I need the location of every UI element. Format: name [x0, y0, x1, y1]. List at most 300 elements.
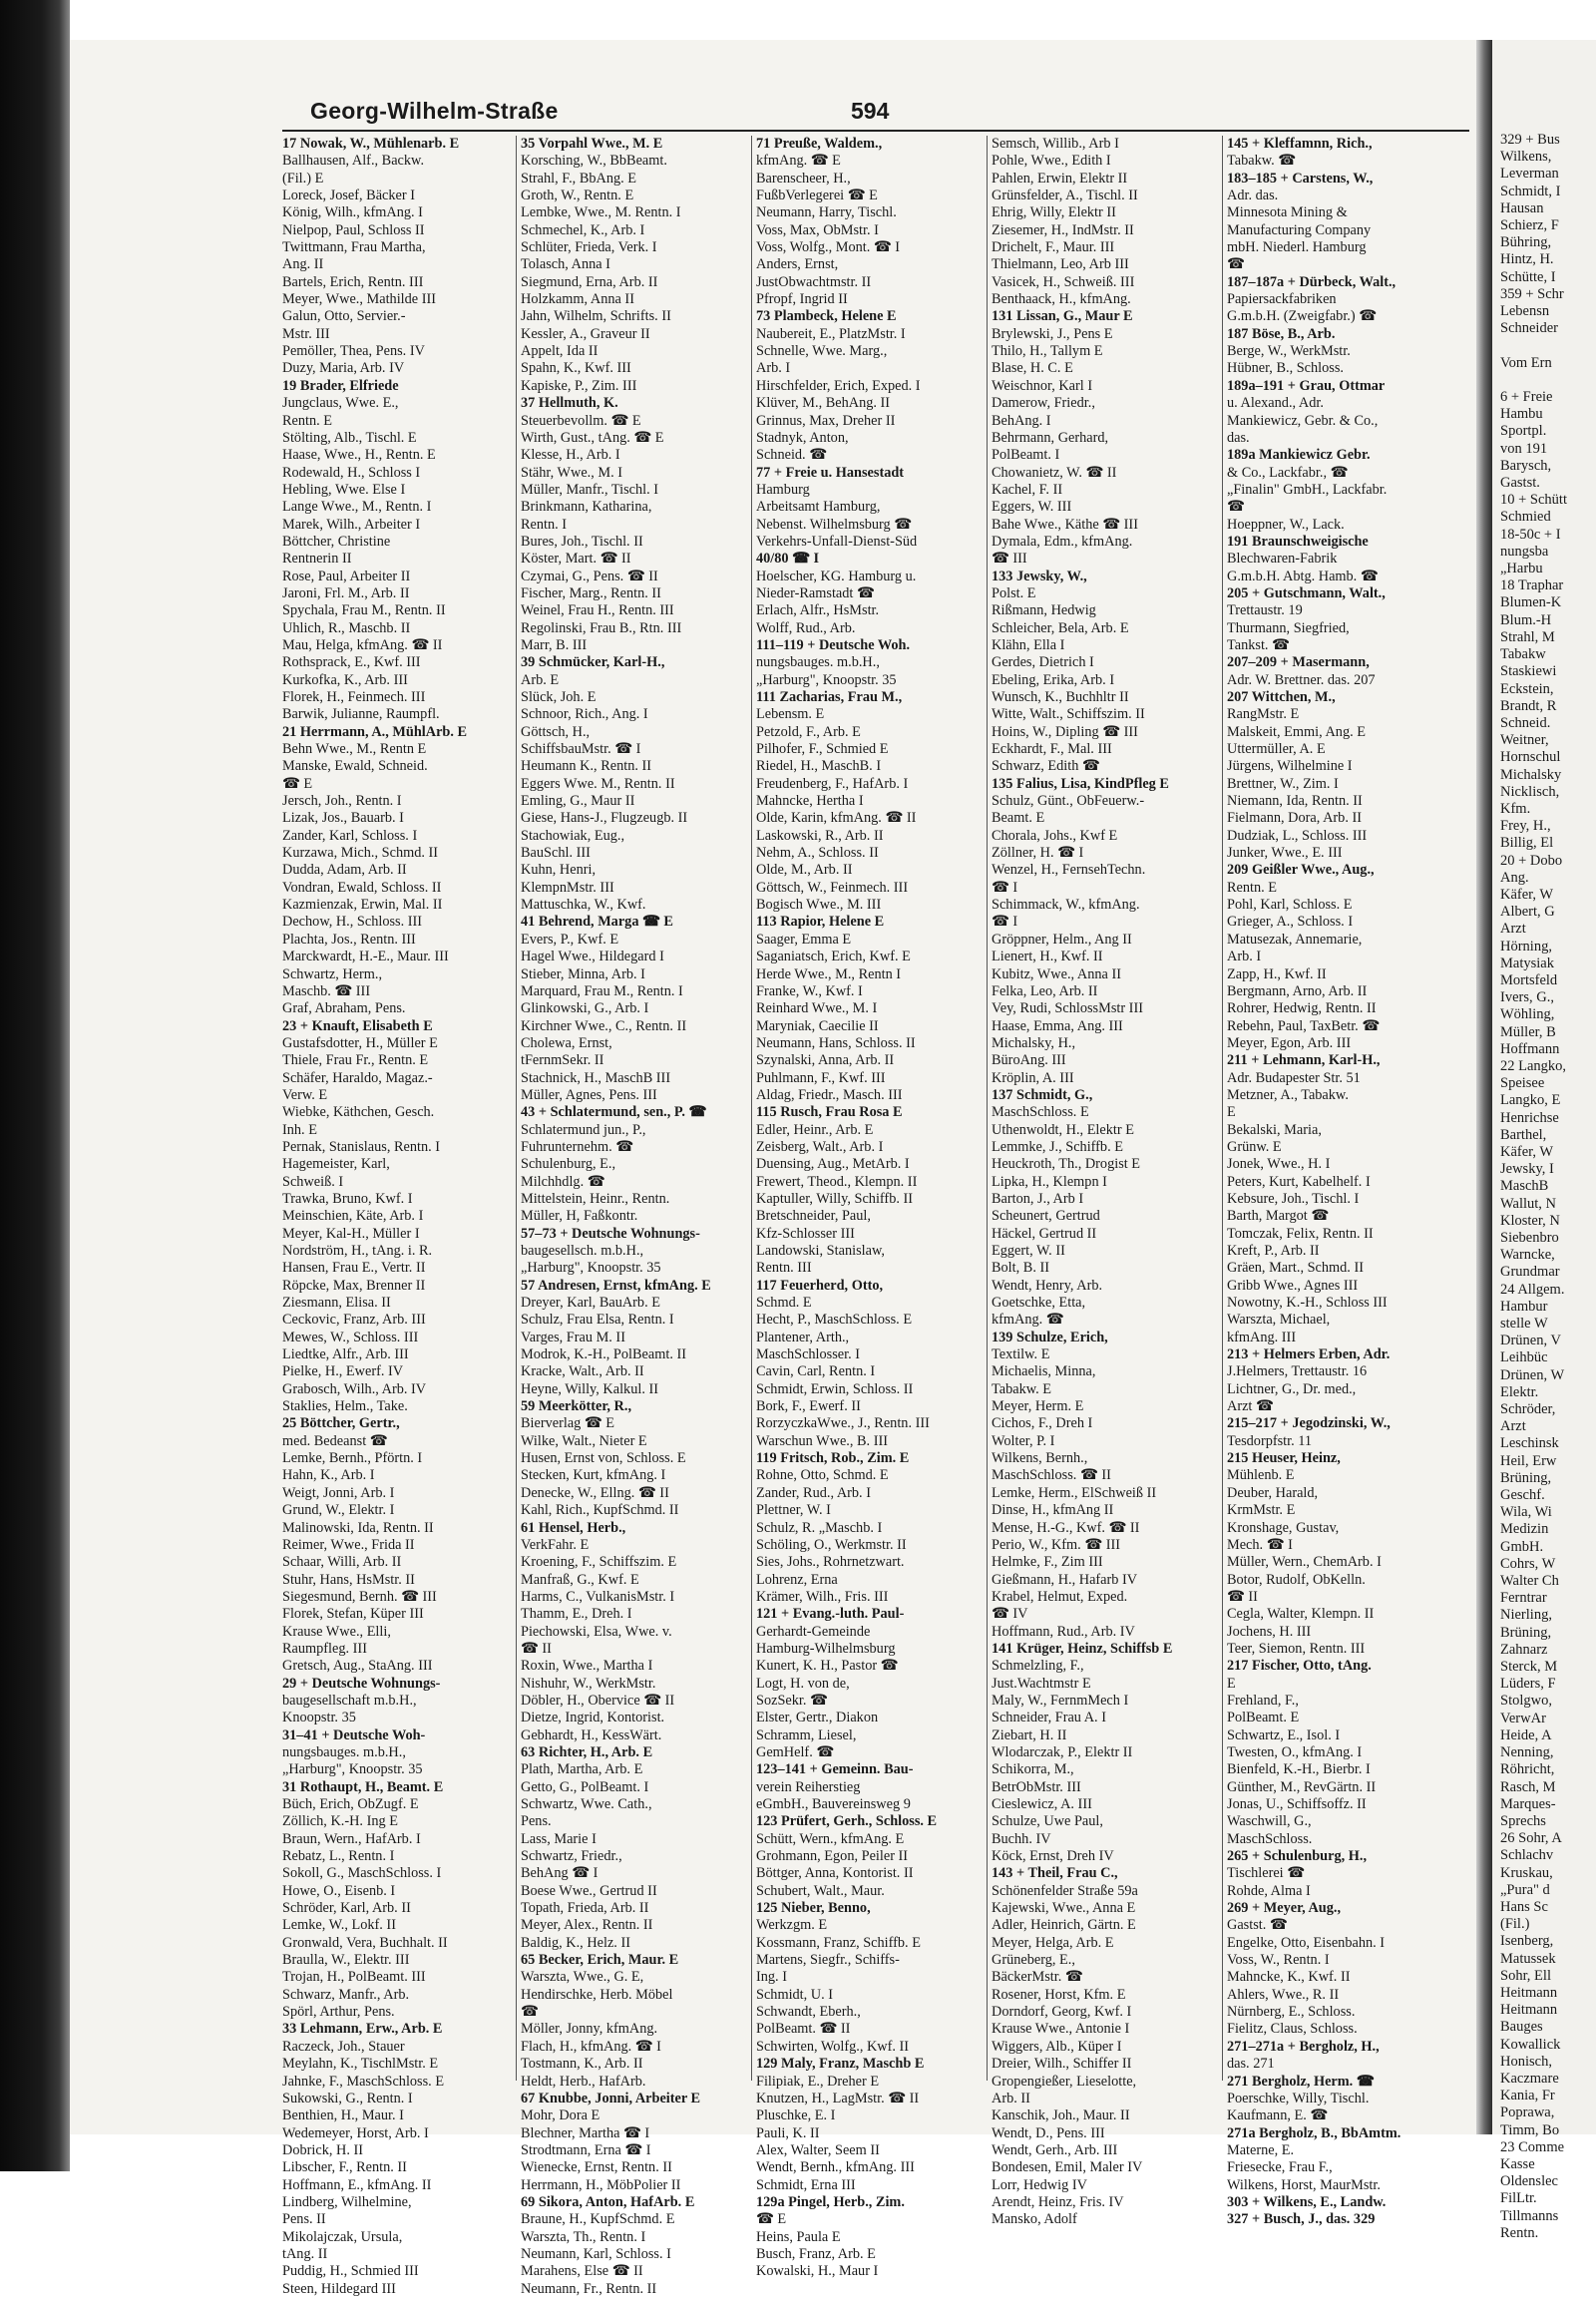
directory-entry-line: Schikorra, M.,	[992, 1761, 1074, 1778]
adjacent-page-line: MaschB	[1500, 1178, 1549, 1195]
adjacent-page-line: Hintz, H.	[1500, 251, 1554, 268]
directory-entry-line: Michaelis, Minna,	[992, 1363, 1096, 1380]
directory-entry-line: Hamburg-Wilhelmsburg	[756, 1640, 896, 1657]
directory-entry-line: Beamt. E	[992, 810, 1045, 827]
directory-entry-line: Bretschneider, Paul,	[756, 1208, 871, 1225]
directory-entry-line: 121 + Evang.-luth. Paul-	[756, 1606, 905, 1623]
adjacent-page-line: Langko, E	[1500, 1092, 1561, 1109]
directory-entry-line: 207 Wittchen, M.,	[1227, 689, 1336, 705]
directory-entry-line: Göttsch, W., Feinmech. III	[756, 879, 909, 896]
directory-entry-line: RorzyczkaWwe., J., Rentn. III	[756, 1415, 930, 1432]
adjacent-page-line: Ivers, G.,	[1500, 989, 1554, 1006]
directory-entry-line: BehAng ☎ I	[521, 1865, 598, 1882]
adjacent-page-line: Marques-	[1500, 1795, 1556, 1812]
directory-entry-line: Elster, Gertr., Diakon	[756, 1710, 879, 1726]
directory-entry-line: Gribb Wwe., Agnes III	[1227, 1277, 1359, 1294]
adjacent-page-line: Sportpl.	[1500, 423, 1547, 440]
adjacent-page-line: Schierz, F	[1500, 217, 1559, 234]
directory-entry-line: MaschSchloss. ☎ II	[992, 1467, 1111, 1484]
directory-entry-line: 57 Andresen, Ernst, kfmAng. E	[521, 1277, 711, 1294]
directory-entry-line: Rebatz, L., Rentn. I	[282, 1848, 395, 1865]
directory-entry-line: Mittelstein, Heinr., Rentn.	[521, 1190, 670, 1207]
directory-entry-line: Textilw. E	[992, 1346, 1050, 1363]
directory-entry-line: „Harburg", Knoopstr. 35	[756, 671, 897, 688]
directory-entry-line: Kirchner Wwe., C., Rentn. II	[521, 1017, 687, 1034]
adjacent-page-line: Barysch,	[1500, 457, 1552, 474]
directory-entry-line: Ang. II	[282, 256, 324, 273]
directory-entry-line: Maschb. ☎ III	[282, 982, 371, 999]
book-binding-shadow	[0, 0, 70, 2171]
header-rule	[282, 130, 1469, 132]
adjacent-page-line: Staskiewi	[1500, 663, 1557, 680]
directory-entry-line: Voss, Max, ObMstr. I	[756, 221, 879, 238]
directory-entry-line: Grünsfelder, A., Tischl. II	[992, 188, 1138, 204]
directory-entry-line: 271–271a + Bergholz, H.,	[1227, 2038, 1380, 2055]
directory-entry-line: Manufacturing Company	[1227, 221, 1372, 238]
page-number: 594	[851, 98, 890, 124]
directory-entry-line: Tostmann, K., Arb. II	[521, 2056, 643, 2073]
directory-entry-line: Petzold, F., Arb. E	[756, 723, 861, 740]
directory-entry-line: MaschSchloss.	[1227, 1830, 1313, 1847]
directory-entry-line: Schweiß. I	[282, 1173, 344, 1190]
directory-entry-line: Wilke, Walt., Nieter E	[521, 1432, 647, 1449]
directory-entry-line: Arb. E	[521, 671, 560, 688]
directory-entry-line: Slück, Joh. E	[521, 689, 597, 705]
directory-entry-line: Korsching, W., BbBeamt.	[521, 153, 667, 170]
directory-entry-line: Materne, E.	[1227, 2141, 1295, 2158]
directory-entry-line: 77 + Freie u. Hansestadt	[756, 464, 905, 481]
directory-entry-line: Duensing, Aug., MetArb. I	[756, 1156, 910, 1173]
directory-entry-line: Manfraß, G., Kwf. E	[521, 1571, 639, 1588]
adjacent-page-line: Brüning,	[1500, 1624, 1552, 1641]
directory-entry-line: Tolasch, Anna I	[521, 256, 610, 273]
directory-entry-line: 111–119 + Deutsche Woh.	[756, 636, 911, 653]
directory-entry-line: Döbler, H., Obervice ☎ II	[521, 1692, 675, 1709]
directory-column-5	[1222, 136, 1434, 2228]
directory-entry-line: Szynalski, Anna, Arb. II	[756, 1052, 895, 1069]
directory-entry-line: Köck, Ernst, Dreh IV	[992, 1848, 1114, 1865]
directory-entry-line: Schulenburg, E.,	[521, 1156, 616, 1173]
directory-entry-line: 265 + Schulenburg, H.,	[1227, 1848, 1368, 1865]
adjacent-page-line: Kania, Fr	[1500, 2088, 1555, 2105]
directory-entry-line: Rodewald, H., Schloss I	[282, 464, 421, 481]
directory-entry-line: tAng. II	[282, 2245, 328, 2262]
directory-entry-line: Hagemeister, Karl,	[282, 1156, 390, 1173]
directory-entry-line: (Fil.) E	[282, 170, 324, 187]
directory-entry-line: Czymai, G., Pens. ☎ II	[521, 568, 658, 584]
adjacent-page-line: Kloster, N	[1500, 1212, 1560, 1229]
directory-entry-line: 31 Rothaupt, H., Beamt. E	[282, 1778, 444, 1795]
directory-entry-line: 209 Geißler Wwe., Aug.,	[1227, 862, 1375, 879]
directory-entry-line: Ebeling, Erika, Arb. I	[992, 671, 1115, 688]
directory-entry-line: Grünw. E	[1227, 1138, 1282, 1155]
directory-entry-line: Bierverlag ☎ E	[521, 1415, 615, 1432]
directory-entry-line: Schleicher, Bela, Arb. E	[992, 619, 1129, 636]
directory-entry-line: Pauli, K. II	[756, 2124, 820, 2141]
adjacent-page-line: Henrichse	[1500, 1109, 1559, 1126]
adjacent-page-line: Barthel,	[1500, 1126, 1547, 1143]
directory-entry-line: 139 Schulze, Erich,	[992, 1329, 1108, 1345]
directory-entry-line: Maly, W., FernmMech I	[992, 1692, 1129, 1709]
directory-entry-line: Haase, Wwe., H., Rentn. E	[282, 447, 436, 464]
directory-entry-line: Grinnus, Max, Dreher II	[756, 412, 896, 429]
adjacent-page-fragment	[1492, 40, 1596, 2241]
directory-entry-line: Hoins, W., Dipling ☎ III	[992, 723, 1138, 740]
directory-entry-line: Zöllner, H. ☎ I	[992, 845, 1084, 862]
directory-entry-line: Jonas, U., Schiffsoffz. II	[1227, 1796, 1367, 1812]
directory-entry-line: Müller, H, Faßkontr.	[521, 1208, 638, 1225]
directory-entry-line: Waschwill, G.,	[1227, 1813, 1312, 1830]
directory-entry-line: Olde, M., Arb. II	[756, 862, 853, 879]
adjacent-page-line: Drünen, V	[1500, 1333, 1561, 1349]
directory-entry-line: Pielke, H., Ewerf. IV	[282, 1363, 404, 1380]
directory-entry-line: Pfropf, Ingrid II	[756, 291, 848, 308]
adjacent-page-line: 18 Traphar	[1500, 577, 1564, 594]
directory-entry-line: Thurmann, Siegfried,	[1227, 619, 1350, 636]
directory-entry-line: Schmidt, Erna III	[756, 2176, 856, 2193]
directory-entry-line: Ahlers, Wwe., R. II	[1227, 1986, 1340, 2003]
directory-entry-line: Jahn, Wilhelm, Schrifts. II	[521, 308, 671, 325]
directory-entry-line: Landowski, Stanislaw,	[756, 1243, 885, 1259]
adjacent-page-line: 6 + Freie	[1500, 389, 1553, 406]
directory-entry-line: Schubert, Walt., Maur.	[756, 1882, 885, 1899]
directory-entry-line: Kossmann, Franz, Schiffb. E	[756, 1934, 921, 1951]
directory-entry-line: Cieslewicz, A. III	[992, 1796, 1092, 1812]
adjacent-page-line	[1492, 337, 1567, 354]
directory-entry-line: Hirschfelder, Erich, Exped. I	[756, 377, 921, 394]
directory-entry-line: Neumann, Karl, Schloss. I	[521, 2245, 671, 2262]
directory-entry-line: Hansen, Frau E., Vertr. II	[282, 1260, 426, 1277]
directory-entry-line: Sokoll, G., MaschSchloss. I	[282, 1865, 442, 1882]
directory-entry-line: Steuerbevollm. ☎ E	[521, 412, 641, 429]
directory-entry-line: Schulz, Günt., ObFeuerw.-	[992, 793, 1145, 810]
directory-entry-line: Wienecke, Ernst, Rentn. II	[521, 2159, 672, 2176]
directory-entry-line: Getto, G., PolBeamt. I	[521, 1778, 649, 1795]
directory-entry-line: Malskeit, Emmi, Ang. E	[1227, 723, 1366, 740]
directory-entry-line: Matusezak, Annemarie,	[1227, 931, 1363, 948]
directory-entry-line: König, Wilh., kfmAng. I	[282, 204, 423, 221]
directory-entry-line: Rose, Paul, Arbeiter II	[282, 568, 411, 584]
directory-entry-line: Regolinski, Frau B., Rtn. III	[521, 619, 682, 636]
directory-entry-line: Bures, Joh., Tischl. II	[521, 533, 643, 550]
directory-entry-line: Behn Wwe., M., Rentn E	[282, 741, 427, 758]
directory-entry-line: Pohle, Wwe., Edith I	[992, 153, 1111, 170]
adjacent-page-line: Schlachv	[1500, 1847, 1554, 1864]
directory-entry-line: Göttsch, H.,	[521, 723, 591, 740]
directory-entry-line: Thamm, E., Dreh. I	[521, 1606, 632, 1623]
adjacent-page-lines	[1492, 132, 1567, 2242]
adjacent-page-line: VerwAr	[1500, 1710, 1546, 1726]
directory-entry-line: Arzt ☎	[1227, 1398, 1274, 1415]
directory-entry-line: Florek, H., Feinmech. III	[282, 689, 426, 705]
directory-entry-line: Köster, Mart. ☎ II	[521, 551, 631, 568]
directory-entry-line: Dreier, Wilh., Schiffer II	[992, 2056, 1132, 2073]
adjacent-page-line: Poprawa,	[1500, 2105, 1555, 2121]
directory-entry-line: Schwartz, Herm.,	[282, 965, 383, 982]
directory-entry-line: mbH. Niederl. Hamburg	[1227, 239, 1367, 256]
directory-entry-line: RangMstr. E	[1227, 706, 1300, 723]
adjacent-page-line: Kasse	[1500, 2155, 1535, 2172]
directory-entry-line: Lindberg, Wilhelmine,	[282, 2193, 412, 2210]
directory-entry-line: 303 + Wilkens, E., Landw.	[1227, 2193, 1387, 2210]
page-gutter	[1476, 40, 1492, 2134]
directory-entry-line: Plachta, Jos., Rentn. III	[282, 931, 416, 948]
directory-entry-line: kfmAng. III	[1227, 1329, 1297, 1345]
directory-entry-line: 69 Sikora, Anton, HafArb. E	[521, 2193, 695, 2210]
directory-entry-line: Fielmann, Dora, Arb. II	[1227, 810, 1362, 827]
directory-entry-line: Verkehrs-Unfall-Dienst-Süd	[756, 533, 918, 550]
directory-entry-line: Barton, J., Arb I	[992, 1190, 1084, 1207]
directory-entry-line: Warszta, Michael,	[1227, 1312, 1331, 1329]
directory-entry-line: Braulla, W., Elektr. III	[282, 1952, 410, 1969]
directory-entry-line: ☎	[1227, 256, 1245, 273]
directory-entry-line: Inh. E	[282, 1121, 317, 1138]
directory-entry-line: 133 Jewsky, W.,	[992, 568, 1087, 584]
directory-entry-line: Stuhr, Hans, HsMstr. II	[282, 1571, 415, 1588]
directory-entry-line: Pens. II	[282, 2211, 326, 2228]
directory-entry-line: Mewes, W., Schloss. III	[282, 1329, 419, 1345]
directory-entry-line: ☎ E	[756, 2211, 787, 2228]
directory-entry-line: 129 Maly, Franz, Maschb E	[756, 2056, 925, 2073]
directory-entry-line: Piechowski, Elsa, Wwe. v.	[521, 1623, 672, 1640]
directory-entry-line: Teer, Siemon, Rentn. III	[1227, 1640, 1366, 1657]
directory-entry-line: Damerow, Friedr.,	[992, 395, 1095, 412]
directory-entry-line: 131 Lissan, G., Maur E	[992, 308, 1133, 325]
directory-entry-line: Eckhardt, F., Mal. III	[992, 741, 1112, 758]
adjacent-page-line: Müller, B	[1500, 1023, 1556, 1040]
directory-entry-line: Gerhardt-Gemeinde	[756, 1623, 871, 1640]
directory-entry-line: Mohr, Dora E	[521, 2107, 600, 2124]
directory-entry-line: Nordström, H., tAng. i. R.	[282, 1243, 433, 1259]
directory-entry-line: Papiersackfabriken	[1227, 291, 1337, 308]
directory-entry-line: Kroening, F., Schiffszim. E	[521, 1554, 677, 1571]
directory-entry-line: Schulz, Frau Elsa, Rentn. I	[521, 1312, 674, 1329]
directory-entry-line: Blase, H. C. E	[992, 360, 1073, 377]
adjacent-page-line: „Pura" d	[1500, 1881, 1550, 1898]
directory-entry-line: Kajewski, Wwe., Anna E	[992, 1900, 1136, 1917]
adjacent-page-line: Gastst.	[1500, 475, 1540, 492]
directory-entry-line: Stähr, Wwe., M. I	[521, 464, 623, 481]
directory-entry-line: FußbVerlegerei ☎ E	[756, 188, 878, 204]
directory-entry-line: Neumann, Hans, Schloss. II	[756, 1034, 916, 1051]
directory-entry-line: Möller, Jonny, kfmAng.	[521, 2021, 658, 2038]
directory-entry-line: Metzner, A., Tabakw.	[1227, 1086, 1349, 1103]
directory-entry-line: Bahe Wwe., Käthe ☎ III	[992, 516, 1138, 533]
directory-entry-line: u. Alexand., Adr.	[1227, 395, 1324, 412]
directory-entry-line: Wilkens, Bernh.,	[992, 1450, 1088, 1467]
directory-entry-line: Weigt, Jonni, Arb. I	[282, 1484, 395, 1501]
directory-entry-line: Cavin, Carl, Rentn. I	[756, 1363, 876, 1380]
directory-entry-line: Böttcher, Christine	[282, 533, 391, 550]
directory-entry-line: Zöllich, K.-H. Ing E	[282, 1813, 398, 1830]
directory-entry-line: Michalsky, H.,	[992, 1034, 1076, 1051]
directory-entry-line: G.m.b.H. (Zweigfabr.) ☎	[1227, 308, 1378, 325]
directory-entry-line: Kahl, Rich., KupfSchmd. II	[521, 1502, 679, 1519]
directory-entry-line: ☎ IV	[992, 1606, 1028, 1623]
directory-entry-line: eGmbH., Bauvereinsweg 9	[756, 1796, 911, 1812]
directory-entry-line: Reinhard Wwe., M. I	[756, 1000, 878, 1017]
directory-entry-line: Schaar, Willi, Arb. II	[282, 1554, 402, 1571]
directory-entry-line: 125 Nieber, Benno,	[756, 1900, 871, 1917]
directory-entry-line: Lipka, H., Klempn I	[992, 1173, 1107, 1190]
directory-entry-line: Lange Wwe., M., Rentn. I	[282, 499, 432, 516]
directory-entry-line: Saager, Emma E	[756, 931, 852, 948]
directory-entry-line: Röpcke, Max, Brenner II	[282, 1277, 426, 1294]
directory-entry-line: Blechner, Martha ☎ I	[521, 2124, 650, 2141]
directory-entry-line: Olde, Karin, kfmAng. ☎ II	[756, 810, 917, 827]
adjacent-page-line: Billig, El	[1500, 835, 1554, 852]
directory-column-3	[751, 136, 964, 2280]
directory-entry-line: Benthaack, H., kfmAng.	[992, 291, 1131, 308]
directory-entry-line: 189a–191 + Grau, Ottmar	[1227, 377, 1386, 394]
adjacent-page-line: „Harbu	[1500, 561, 1543, 577]
adjacent-page-line: Rentn.	[1500, 2224, 1539, 2241]
directory-entry-line: Deuber, Harald,	[1227, 1484, 1319, 1501]
directory-entry-line: Büch, Erich, ObZugf. E	[282, 1796, 419, 1812]
directory-entry-line: Raczeck, Joh., Stauer	[282, 2038, 405, 2055]
directory-entry-line: Kazmienzak, Erwin, Mal. II	[282, 897, 443, 914]
directory-entry-line: Galun, Otto, Servier.-	[282, 308, 406, 325]
directory-entry-line: Grabosch, Wilh., Arb. IV	[282, 1380, 427, 1397]
directory-entry-line: Tischlerei ☎	[1227, 1865, 1306, 1882]
directory-entry-line: Filipiak, E., Dreher E	[756, 2073, 880, 2090]
adjacent-page-line: Tabakw	[1500, 646, 1546, 663]
directory-entry-line: Spahn, K., Kwf. III	[521, 360, 631, 377]
directory-entry-line: Grieger, A., Schloss. I	[1227, 914, 1354, 931]
directory-entry-line: Schmd. E	[756, 1295, 812, 1312]
directory-entry-line: Herde Wwe., M., Rentn I	[756, 965, 902, 982]
directory-entry-line: Gerdes, Dietrich I	[992, 654, 1094, 671]
directory-entry-line: Spychala, Frau M., Rentn. II	[282, 602, 446, 619]
directory-entry-line: Pens.	[521, 1813, 552, 1830]
directory-entry-line: Schönenfelder Straße 59a	[992, 1882, 1138, 1899]
directory-entry-line: Gießmann, H., Hafarb IV	[992, 1571, 1138, 1588]
directory-entry-line: Voss, W., Rentn. I	[1227, 1952, 1330, 1969]
directory-entry-line: Staklies, Helm., Take.	[282, 1398, 408, 1415]
directory-entry-line: Botor, Rudolf, ObKelln.	[1227, 1571, 1366, 1588]
directory-entry-line: Krause Wwe., Elli,	[282, 1623, 391, 1640]
directory-entry-line: BauSchl. III	[521, 845, 591, 862]
directory-entry-line: Meyer, Helga, Arb. E	[992, 1934, 1114, 1951]
directory-entry-line: „Harburg", Knoopstr. 35	[282, 1761, 423, 1778]
directory-entry-line: Meinschien, Käte, Arb. I	[282, 1208, 424, 1225]
directory-entry-line: Naubereit, E., PlatzMstr. I	[756, 325, 906, 342]
adjacent-page-line: Drünen, W	[1500, 1366, 1565, 1383]
directory-entry-line: Siegmund, Erna, Arb. II	[521, 273, 658, 290]
directory-entry-line: Gropengießer, Lieselotte,	[992, 2073, 1137, 2090]
directory-entry-line: Schulz, R. „Maschb. I	[756, 1519, 883, 1536]
directory-entry-line: Rentn. E	[282, 412, 333, 429]
adjacent-page-line: Leihbüc	[1500, 1349, 1548, 1366]
directory-entry-line: Franke, W., Kwf. I	[756, 982, 863, 999]
directory-entry-line: Pemöller, Thea, Pens. IV	[282, 343, 425, 360]
adjacent-page-line: Lebensn	[1500, 303, 1550, 320]
directory-entry-line: Evers, P., Kwf. E	[521, 931, 619, 948]
directory-entry-line: Hagel Wwe., Hildegard I	[521, 949, 664, 965]
adjacent-page-line: Tillmanns	[1500, 2207, 1559, 2224]
directory-entry-line: Holzkamm, Anna II	[521, 291, 634, 308]
adjacent-page-line: Oldenslec	[1500, 2173, 1558, 2190]
adjacent-page-line: FilLtr.	[1500, 2190, 1537, 2207]
directory-entry-line: Schwarz, Manfr., Arb.	[282, 1986, 410, 2003]
directory-entry-line: 39 Schmücker, Karl-H.,	[521, 654, 665, 671]
directory-entry-line: Neumann, Harry, Tischl.	[756, 204, 897, 221]
directory-entry-line: verein Reiherstieg	[756, 1778, 861, 1795]
adjacent-page-line: Stolgwo,	[1500, 1693, 1552, 1710]
adjacent-page-line: 24 Allgem.	[1500, 1281, 1565, 1298]
directory-entry-line: 33 Lehmann, Erw., Arb. E	[282, 2021, 443, 2038]
directory-entry-line: Spörl, Arthur, Pens.	[282, 2004, 395, 2021]
directory-entry-line: Dechow, H., Schloss. III	[282, 914, 423, 931]
directory-entry-line: Kapiske, P., Zim. III	[521, 377, 637, 394]
directory-entry-line: Gastst. ☎	[1227, 1917, 1288, 1934]
directory-entry-line: Siegesmund, Bernh. ☎ III	[282, 1588, 437, 1605]
directory-entry-line: nungsbauges. m.b.H.,	[756, 654, 880, 671]
directory-entry-line: Nehm, A., Schloss. II	[756, 845, 879, 862]
directory-entry-line: kfmAng. ☎	[992, 1312, 1064, 1329]
directory-entry-line: Krämer, Wilh., Fris. III	[756, 1588, 889, 1605]
directory-entry-line: Stachowiak, Eug.,	[521, 827, 625, 844]
directory-entry-line: Tankst. ☎	[1227, 636, 1290, 653]
directory-entry-line: Kubitz, Wwe., Anna II	[992, 965, 1121, 982]
directory-entry-line: SozSekr. ☎	[756, 1692, 828, 1709]
adjacent-page-line: Grundmar	[1500, 1264, 1560, 1281]
directory-entry-line: VerkFahr. E	[521, 1536, 590, 1553]
adjacent-page-line: Schneid.	[1500, 714, 1551, 731]
adjacent-page-line: Wilkens,	[1500, 149, 1552, 166]
directory-entry-line: Wendt, D., Pens. III	[992, 2124, 1105, 2141]
directory-column-2	[516, 136, 728, 2297]
directory-entry-line: Wolter, P. I	[992, 1432, 1055, 1449]
directory-entry-line: Brinkmann, Katharina,	[521, 499, 652, 516]
adjacent-page-line: Kowallick	[1500, 2036, 1561, 2053]
directory-entry-line: 65 Becker, Erich, Maur. E	[521, 1952, 679, 1969]
directory-entry-line: Klüver, M., BehAng. II	[756, 395, 891, 412]
directory-entry-line: med. Bedeanst ☎	[282, 1432, 388, 1449]
adjacent-page-line: Medizin	[1500, 1521, 1549, 1538]
adjacent-page-line: Nierling,	[1500, 1607, 1552, 1624]
directory-entry-line: BüroAng. III	[992, 1052, 1066, 1069]
directory-entry-line: Schramm, Liesel,	[756, 1726, 857, 1743]
directory-entry-line: Varges, Frau M. II	[521, 1329, 625, 1345]
directory-entry-line: Eggert, W. II	[992, 1243, 1065, 1259]
directory-entry-line: Lorr, Hedwig IV	[992, 2176, 1087, 2193]
directory-entry-line: Jersch, Joh., Rentn. I	[282, 793, 402, 810]
directory-entry-line: Jonek, Wwe., H. I	[1227, 1156, 1331, 1173]
directory-entry-line: Scheunert, Gertrud	[992, 1208, 1100, 1225]
directory-entry-line: Lass, Marie I	[521, 1830, 597, 1847]
adjacent-page-line: Arzt	[1500, 1418, 1526, 1435]
directory-entry-line: Schwartz, Friedr.,	[521, 1848, 622, 1865]
directory-entry-line: Zander, Karl, Schloss. I	[282, 827, 418, 844]
directory-entry-line: 43 + Schlatermund, sen., P. ☎	[521, 1104, 707, 1121]
directory-entry-line: 213 + Helmers Erben, Adr.	[1227, 1346, 1391, 1363]
directory-entry-line: Kurzawa, Mich., Schmd. II	[282, 845, 439, 862]
directory-entry-line: Pluschke, E. I	[756, 2107, 836, 2124]
directory-entry-line: Lemke, W., Lokf. II	[282, 1917, 396, 1934]
directory-entry-line: Adr. das.	[1227, 188, 1279, 204]
directory-entry-line: Wendt, Henry, Arb.	[992, 1277, 1103, 1294]
directory-entry-line: 211 + Lehmann, Karl-H.,	[1227, 1052, 1381, 1069]
directory-entry-line: 271 Bergholz, Herm. ☎	[1227, 2073, 1375, 2090]
directory-entry-line: Hamburg	[756, 481, 810, 498]
directory-entry-line: Raumpfleg. III	[282, 1640, 367, 1657]
directory-entry-line: Marahens, Else ☎ II	[521, 2263, 643, 2280]
directory-entry-line: MaschSchloss. E	[992, 1104, 1089, 1121]
directory-entry-line: ☎ II	[1227, 1588, 1258, 1605]
directory-entry-line: Nieder-Ramstadt ☎	[756, 584, 875, 601]
directory-entry-line: das. 271	[1227, 2056, 1275, 2073]
